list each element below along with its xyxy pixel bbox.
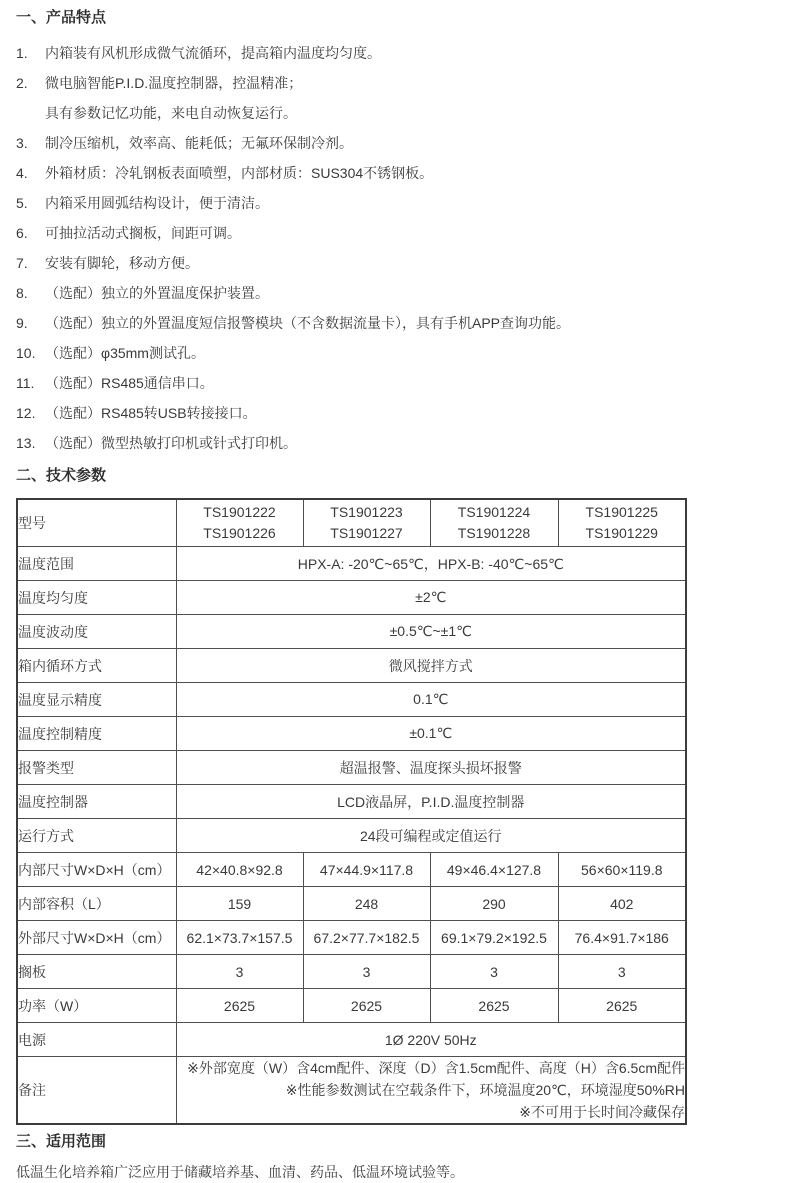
feature-item-10 bbox=[16, 338, 784, 368]
feature-item-1 bbox=[16, 38, 784, 68]
feature-item-number: 8. bbox=[16, 285, 28, 301]
spec-row-value: 24段可编程或定值运行 bbox=[176, 819, 686, 853]
spec-row-value: ±0.1℃ bbox=[176, 717, 686, 751]
feature-item-13 bbox=[16, 428, 784, 458]
model-cell bbox=[303, 499, 430, 547]
spec-cell: 290 bbox=[430, 887, 558, 921]
spec-row-label: 报警类型 bbox=[17, 751, 176, 785]
spec-cell: 56×60×119.8 bbox=[558, 853, 686, 887]
spec-row-label: 外部尺寸W×D×H（cm） bbox=[17, 921, 176, 955]
spec-row-label: 运行方式 bbox=[17, 819, 176, 853]
feature-item-text: 微电脑智能P.I.D.温度控制器，控温精准； bbox=[45, 75, 303, 91]
feature-item-text: （选配）φ35mm测试孔。 bbox=[45, 345, 205, 361]
feature-list bbox=[16, 38, 784, 458]
model-cell bbox=[430, 499, 558, 547]
feature-item-number: 3. bbox=[16, 135, 28, 151]
section-heading-scope: 三、适用范围 bbox=[16, 1133, 107, 1150]
spec-row-label: 电源 bbox=[17, 1023, 176, 1057]
model-number: TS1901229 bbox=[585, 525, 658, 541]
spec-cell: 2625 bbox=[430, 989, 558, 1023]
feature-item-text: 可抽拉活动式搁板，间距可调。 bbox=[45, 225, 241, 241]
model-cell bbox=[176, 499, 303, 547]
spec-cell: 3 bbox=[176, 955, 303, 989]
spec-row-inner-size bbox=[17, 853, 686, 887]
feature-item-text: 内箱采用圆弧结构设计，便于清洁。 bbox=[45, 195, 269, 211]
spec-row-fluctuation bbox=[17, 615, 686, 649]
feature-item-text: （选配）微型热敏打印机或针式打印机。 bbox=[45, 435, 297, 451]
feature-item-7 bbox=[16, 248, 784, 278]
model-number: TS1901224 bbox=[457, 504, 531, 520]
model-cell bbox=[558, 499, 686, 547]
scope-text: 低温生化培养箱广泛应用于储藏培养基、血清、药品、低温环境试验等。 bbox=[16, 1164, 464, 1180]
feature-item-number: 12. bbox=[16, 405, 36, 421]
spec-cell: 67.2×77.7×182.5 bbox=[303, 921, 430, 955]
feature-item-12 bbox=[16, 398, 784, 428]
feature-item-number: 10. bbox=[16, 345, 36, 361]
feature-item-number: 4. bbox=[16, 165, 28, 181]
spec-row-label: 温度波动度 bbox=[17, 615, 176, 649]
spec-row-label: 温度显示精度 bbox=[17, 683, 176, 717]
spec-row-label: 温度均匀度 bbox=[17, 581, 176, 615]
spec-row-value: 超温报警、温度探头损坏报警 bbox=[176, 751, 686, 785]
spec-row-notes bbox=[17, 1057, 686, 1125]
feature-item-5 bbox=[16, 188, 784, 218]
spec-row-temp-range bbox=[17, 547, 686, 581]
feature-item-number: 9. bbox=[16, 315, 28, 331]
feature-item-3 bbox=[16, 128, 784, 158]
feature-item-8 bbox=[16, 278, 784, 308]
spec-row-label: 温度范围 bbox=[17, 547, 176, 581]
spec-cell: 248 bbox=[303, 887, 430, 921]
spec-cell: 76.4×91.7×186 bbox=[558, 921, 686, 955]
model-number: TS1901222 bbox=[203, 504, 276, 520]
spec-row-uniformity bbox=[17, 581, 686, 615]
spec-row-power bbox=[17, 989, 686, 1023]
spec-row-volume bbox=[17, 887, 686, 921]
spec-row-power-supply bbox=[17, 1023, 686, 1057]
notes-cell bbox=[176, 1057, 686, 1125]
spec-row-shelves bbox=[17, 955, 686, 989]
spec-row-value: 1Ø 220V 50Hz bbox=[176, 1023, 686, 1057]
spec-cell: 2625 bbox=[303, 989, 430, 1023]
spec-row-label: 温度控制精度 bbox=[17, 717, 176, 751]
section-heading-specs: 二、技术参数 bbox=[16, 467, 107, 484]
spec-cell: 3 bbox=[303, 955, 430, 989]
feature-item-number: 7. bbox=[16, 255, 28, 271]
spec-row-value: ±0.5℃~±1℃ bbox=[176, 615, 686, 649]
note-line: ※性能参数测试在空载条件下，环境温度20℃，环境湿度50%RH bbox=[285, 1082, 685, 1098]
feature-item-text: 安装有脚轮，移动方便。 bbox=[45, 255, 199, 271]
model-number: TS1901226 bbox=[203, 525, 276, 541]
spec-cell: 62.1×73.7×157.5 bbox=[176, 921, 303, 955]
note-line: ※外部宽度（W）含4cm配件、深度（D）含1.5cm配件、高度（H）含6.5cm配件 bbox=[187, 1060, 685, 1076]
feature-item-number: 6. bbox=[16, 225, 28, 241]
feature-item-text: （选配）RS485转USB转接接口。 bbox=[45, 405, 257, 421]
feature-item-2 bbox=[16, 68, 784, 98]
spec-row-control-precision bbox=[17, 717, 686, 751]
section-heading-features: 一、产品特点 bbox=[16, 9, 107, 26]
spec-table bbox=[16, 498, 687, 1125]
spec-cell: 42×40.8×92.8 bbox=[176, 853, 303, 887]
feature-item-11 bbox=[16, 368, 784, 398]
spec-cell: 3 bbox=[430, 955, 558, 989]
feature-item-number: 1. bbox=[16, 45, 28, 61]
spec-row-value: 0.1℃ bbox=[176, 683, 686, 717]
spec-row-label: 功率（W） bbox=[17, 989, 176, 1023]
spec-row-outer-size bbox=[17, 921, 686, 955]
feature-item-text: （选配）RS485通信串口。 bbox=[45, 375, 214, 391]
spec-row-label: 内部容积（L） bbox=[17, 887, 176, 921]
spec-row-label: 内部尺寸W×D×H（cm） bbox=[17, 853, 176, 887]
spec-row-value: 微风搅拌方式 bbox=[176, 649, 686, 683]
spec-row-circulation bbox=[17, 649, 686, 683]
spec-row-value: LCD液晶屏，P.I.D.温度控制器 bbox=[176, 785, 686, 819]
spec-row-value: ±2℃ bbox=[176, 581, 686, 615]
feature-item-4 bbox=[16, 158, 784, 188]
feature-item-number: 13. bbox=[16, 435, 36, 451]
spec-row-alarm-type bbox=[17, 751, 686, 785]
feature-item-text: 内箱装有风机形成微气流循环，提高箱内温度均匀度。 bbox=[45, 45, 381, 61]
spec-row-label: 备注 bbox=[17, 1057, 176, 1125]
feature-item-number: 2. bbox=[16, 75, 28, 91]
spec-row-model bbox=[17, 499, 686, 547]
feature-item-text: （选配）独立的外置温度短信报警模块（不含数据流量卡），具有手机APP查询功能。 bbox=[45, 315, 571, 331]
spec-row-label: 搁板 bbox=[17, 955, 176, 989]
feature-item-9 bbox=[16, 308, 784, 338]
spec-cell: 49×46.4×127.8 bbox=[430, 853, 558, 887]
model-number: TS1901225 bbox=[585, 504, 658, 520]
feature-item-text: 制冷压缩机，效率高、能耗低；无氟环保制冷剂。 bbox=[45, 135, 353, 151]
spec-cell: 47×44.9×117.8 bbox=[303, 853, 430, 887]
spec-row-value: HPX-A: -20℃~65℃，HPX-B: -40℃~65℃ bbox=[176, 547, 686, 581]
spec-row-run-mode bbox=[17, 819, 686, 853]
spec-row-label: 温度控制器 bbox=[17, 785, 176, 819]
feature-item-number: 5. bbox=[16, 195, 28, 211]
model-number: TS1901223 bbox=[330, 504, 403, 520]
feature-item-text: （选配）独立的外置温度保护装置。 bbox=[45, 285, 269, 301]
spec-row-label: 箱内循环方式 bbox=[17, 649, 176, 683]
model-number: TS1901227 bbox=[330, 525, 403, 541]
spec-cell: 69.1×79.2×192.5 bbox=[430, 921, 558, 955]
feature-item-text: 外箱材质：冷轧钢板表面喷塑，内部材质：SUS304不锈钢板。 bbox=[45, 165, 434, 181]
feature-item-6 bbox=[16, 218, 784, 248]
spec-row-controller bbox=[17, 785, 686, 819]
spec-cell: 159 bbox=[176, 887, 303, 921]
spec-row-label: 型号 bbox=[17, 499, 176, 547]
spec-cell: 402 bbox=[558, 887, 686, 921]
spec-cell: 3 bbox=[558, 955, 686, 989]
spec-cell: 2625 bbox=[176, 989, 303, 1023]
feature-item-number: 11. bbox=[16, 375, 35, 391]
spec-row-display-precision bbox=[17, 683, 686, 717]
feature-item-2-continuation: 具有参数记忆功能，来电自动恢复运行。 bbox=[45, 105, 297, 121]
spec-cell: 2625 bbox=[558, 989, 686, 1023]
note-line: ※不可用于长时间冷藏保存 bbox=[519, 1104, 685, 1120]
model-number: TS1901228 bbox=[457, 525, 531, 541]
